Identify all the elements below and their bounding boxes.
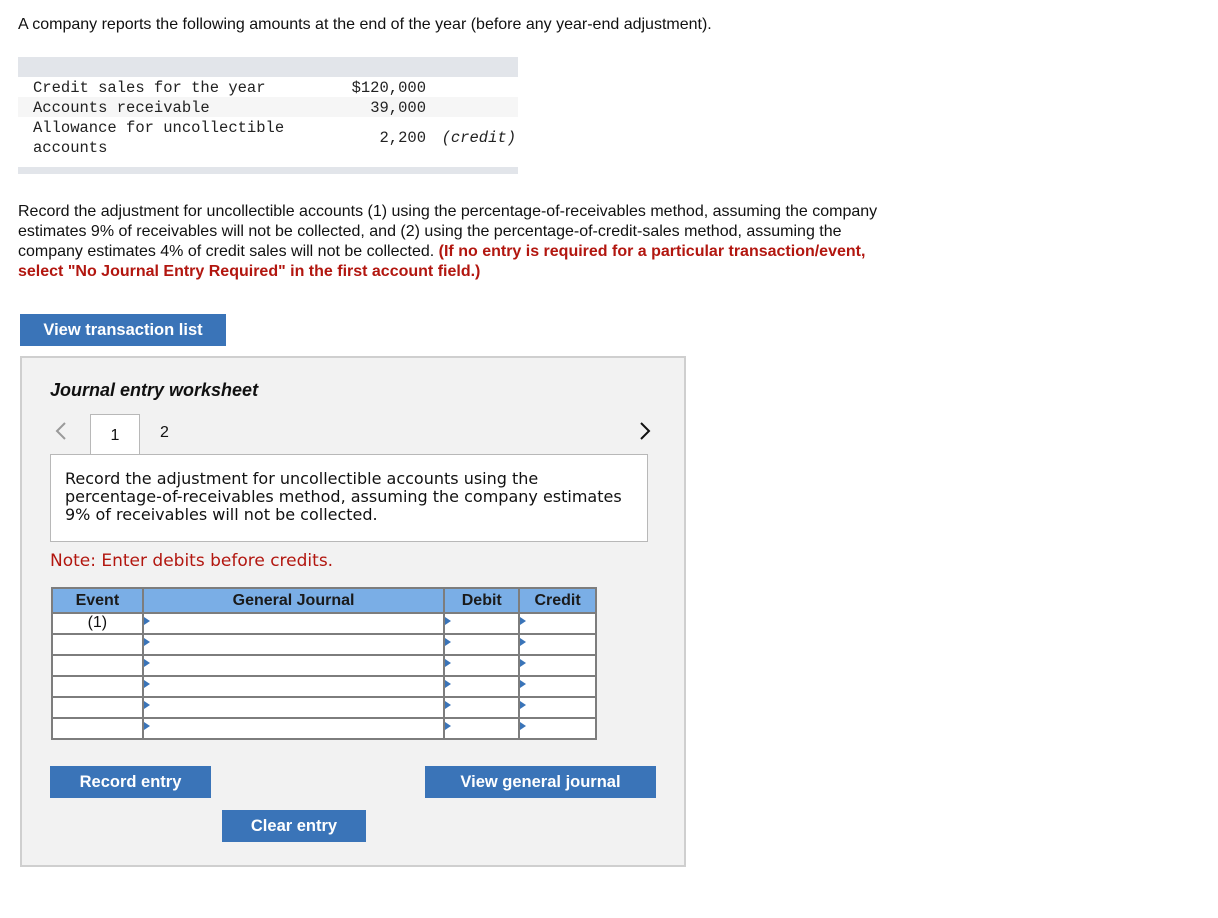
chevron-left-icon[interactable]: [54, 421, 68, 441]
debit-input[interactable]: [444, 676, 519, 697]
table-row: [52, 613, 596, 634]
given-note-credit: (credit): [441, 129, 516, 147]
instructions-text: Record the adjustment for uncollectible accounts (1) using the percentage-of-receivables method, assuming the company estimates 9% of receivables will not be collected, and (2) using the percentage-of-credit-sales method, assuming the company estimates 4% of credit sales will not be collected.: [18, 203, 878, 260]
dropdown-triangle-icon: [144, 701, 150, 709]
account-select[interactable]: [143, 718, 445, 739]
journal-table-header: [52, 588, 596, 613]
account-select[interactable]: [143, 655, 445, 676]
header-event: Event: [52, 588, 143, 613]
dropdown-triangle-icon: [144, 638, 150, 646]
record-entry-button[interactable]: Record entry: [50, 766, 211, 798]
header-general-journal: General Journal: [143, 588, 445, 613]
account-select[interactable]: [143, 613, 445, 634]
dropdown-triangle-icon: [445, 701, 451, 709]
debit-input[interactable]: [444, 655, 519, 676]
dropdown-triangle-icon: [445, 680, 451, 688]
instructions: [18, 202, 908, 282]
debit-input[interactable]: [444, 697, 519, 718]
table-row: [52, 718, 596, 739]
dropdown-triangle-icon: [445, 659, 451, 667]
dropdown-triangle-icon: [520, 701, 526, 709]
given-table-bottom-bar: [18, 167, 518, 174]
given-value-allowance: 2,200: [379, 129, 426, 147]
event-cell: [52, 676, 143, 697]
table-row: [52, 697, 596, 718]
view-general-journal-button[interactable]: View general journal: [425, 766, 656, 798]
dropdown-triangle-icon: [445, 617, 451, 625]
chevron-right-icon[interactable]: [638, 421, 652, 441]
table-row: [52, 655, 596, 676]
dropdown-triangle-icon: [144, 659, 150, 667]
credit-input[interactable]: [519, 655, 596, 676]
event-cell: [52, 634, 143, 655]
dropdown-triangle-icon: [445, 722, 451, 730]
dropdown-triangle-icon: [144, 680, 150, 688]
event-cell: (1): [52, 613, 143, 634]
header-credit: Credit: [519, 588, 596, 613]
clear-entry-button[interactable]: Clear entry: [222, 810, 366, 842]
account-select[interactable]: [143, 676, 445, 697]
credit-input[interactable]: [519, 613, 596, 634]
worksheet-title: Journal entry worksheet: [50, 380, 259, 400]
view-transaction-list-button[interactable]: View transaction list: [20, 314, 226, 346]
journal-table: [51, 587, 597, 740]
table-row: [52, 634, 596, 655]
given-label-allowance: Allowance for uncollectible: [33, 119, 285, 137]
given-label-accounts-receivable: Accounts receivable: [33, 99, 210, 117]
credit-input[interactable]: [519, 718, 596, 739]
dropdown-triangle-icon: [445, 638, 451, 646]
dropdown-triangle-icon: [520, 680, 526, 688]
dropdown-triangle-icon: [520, 659, 526, 667]
debit-input[interactable]: [444, 718, 519, 739]
instructions-bold-note: (If no entry is required for a particular transaction/event, select "No Journal Entry Required" in the first account field.): [18, 243, 866, 280]
given-amounts-table: [18, 57, 518, 174]
event-cell: [52, 718, 143, 739]
given-table-top-bar: [18, 57, 518, 77]
event-cell: [52, 655, 143, 676]
given-value-accounts-receivable: 39,000: [370, 99, 426, 117]
given-label-credit-sales: Credit sales for the year: [33, 79, 266, 97]
credit-input[interactable]: [519, 634, 596, 655]
debit-input[interactable]: [444, 613, 519, 634]
given-value-credit-sales: $120,000: [351, 79, 426, 97]
account-select[interactable]: [143, 634, 445, 655]
tab-1-label: 1: [110, 426, 120, 444]
event-cell: [52, 697, 143, 718]
account-select[interactable]: [143, 697, 445, 718]
header-debit: Debit: [444, 588, 519, 613]
credit-input[interactable]: [519, 697, 596, 718]
tab-2[interactable]: 2: [160, 424, 169, 441]
journal-entry-worksheet: [20, 356, 686, 867]
given-label-allowance-line2: accounts: [33, 139, 108, 157]
debit-input[interactable]: [444, 634, 519, 655]
debits-before-credits-note: Note: Enter debits before credits.: [50, 551, 334, 571]
entry-prompt: Record the adjustment for uncollectible accounts using the percentage-of-receivables method, assuming the company estimates 9% of receivables will not be collected.: [50, 454, 648, 542]
question-intro: A company reports the following amounts at the end of the year (before any year-end adjustment).: [18, 16, 712, 33]
credit-input[interactable]: [519, 676, 596, 697]
dropdown-triangle-icon: [520, 638, 526, 646]
dropdown-triangle-icon: [144, 722, 150, 730]
dropdown-triangle-icon: [520, 617, 526, 625]
tab-1[interactable]: [90, 414, 140, 456]
dropdown-triangle-icon: [144, 617, 150, 625]
table-row: [52, 676, 596, 697]
dropdown-triangle-icon: [520, 722, 526, 730]
